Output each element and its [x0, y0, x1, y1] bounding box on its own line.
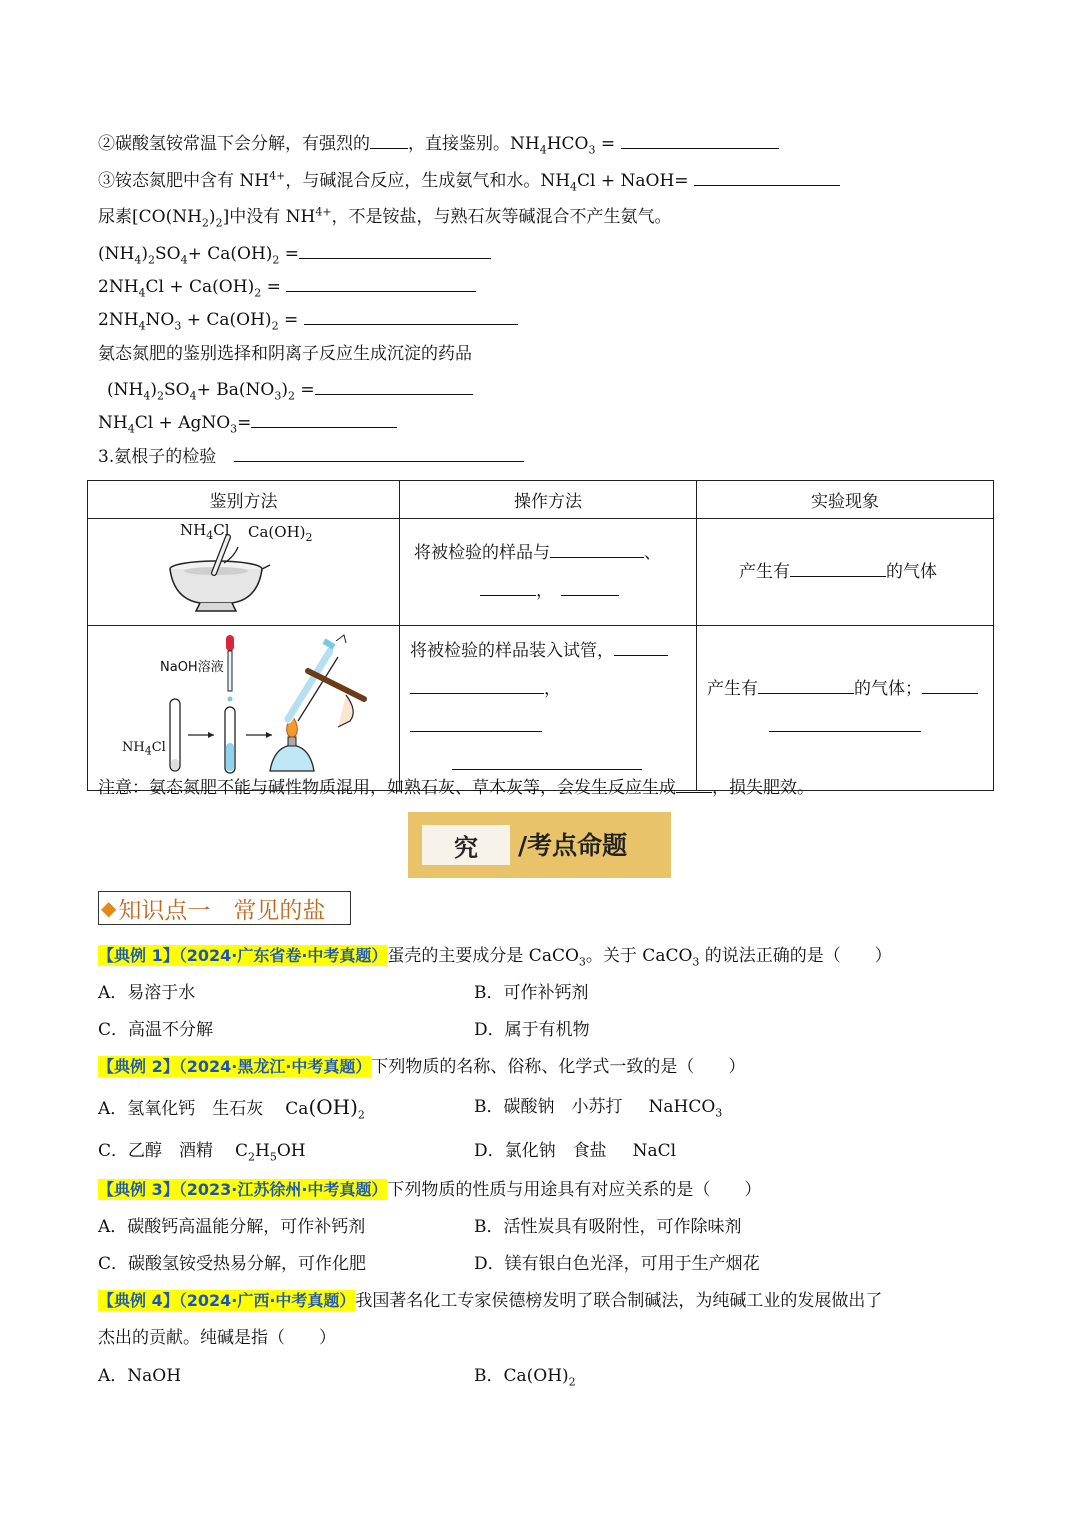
answer-blank[interactable] [694, 169, 840, 186]
example-3-option-d[interactable]: D．镁有银白色光泽，可用于生产烟花 [474, 1254, 760, 1274]
naoh-solution-label: NaOH溶液 [160, 660, 224, 675]
answer-blank[interactable] [758, 677, 854, 694]
identification-table [87, 480, 994, 791]
answer-blank[interactable] [790, 560, 886, 577]
answer-blank[interactable] [676, 776, 712, 793]
answer-blank[interactable] [922, 677, 978, 694]
note-line: 注意：氨态氮肥不能与碱性物质混用，如熟石灰、草木灰等，会发生反应生成 ，损失肥效。 [98, 778, 814, 798]
diamond-icon: ◆ [101, 896, 117, 920]
phenomenon-cell-2: 产生有 的气体； [697, 626, 994, 791]
reaction-line-2: $2NH_4Cl + Ca(OH)_2$ = [98, 275, 476, 299]
example-4-option-a[interactable]: A．NaOH [98, 1366, 182, 1386]
example-3-option-c[interactable]: C．碳酸氢铵受热易分解，可作化肥 [98, 1254, 367, 1274]
answer-blank[interactable] [251, 411, 397, 428]
answer-blank[interactable] [304, 308, 518, 325]
test-tube-illustration-cell [88, 626, 400, 791]
answer-blank[interactable] [769, 715, 921, 732]
answer-blank[interactable] [452, 753, 642, 770]
phenomenon-cell-1: 产生有 的气体 [697, 519, 994, 626]
text-line-ammonium-fertilizer: ③铵态氮肥中含有 $NH^{4+}$，与碱混合反应，生成氨气和水。$NH_4Cl$ + NaOH= [98, 169, 840, 193]
example-1-option-d[interactable]: D．属于有机物 [474, 1020, 590, 1040]
text-line-ammonium-test: 3.氨根子的检验 [98, 445, 524, 469]
reaction-line-5: $NH_4Cl$ + AgNO$_3$= [98, 411, 397, 435]
table-header-method: 鉴别方法 [88, 481, 400, 519]
example-tag: 【典例 4】（2024·广西·中考真题） [98, 1291, 356, 1310]
nh4cl-label: $NH_4Cl$ [180, 521, 230, 542]
example-tag: 【典例 1】（2024·广东省卷·中考真题） [98, 946, 388, 965]
example-tag: 【典例 3】（2023·江苏徐州·中考真题） [98, 1180, 388, 1199]
nh4cl-tube-label: $NH_4Cl$ [122, 740, 166, 758]
example-3-question: 【典例 3】（2023·江苏徐州·中考真题）下列物质的性质与用途具有对应关系的是（ ） [98, 1180, 762, 1200]
answer-blank[interactable] [561, 579, 619, 596]
text-line-drug: 氨态氮肥的鉴别选择和阴离子反应生成沉淀的药品 [98, 344, 472, 364]
example-tag: 【典例 2】（2024·黑龙江·中考真题） [98, 1057, 372, 1076]
mortar-illustration-cell [88, 519, 400, 626]
example-1-option-c[interactable]: C．高温不分解 [98, 1020, 214, 1040]
example-4-option-b[interactable]: B．$Ca(OH)_2$ [474, 1366, 576, 1389]
answer-blank[interactable] [410, 715, 542, 732]
answer-blank[interactable] [480, 579, 536, 596]
answer-blank[interactable] [621, 132, 779, 149]
answer-blank[interactable] [286, 275, 476, 292]
banner-badge: 究 [422, 825, 510, 865]
reaction-line-1: $(NH_4)_2SO_4+ Ca(OH)_2$ = [98, 242, 491, 266]
example-1-question: 【典例 1】（2024·广东省卷·中考真题）蛋壳的主要成分是 CaCO$_3$。关于 CaCO$_3$ 的说法正确的是（ ） [98, 946, 892, 969]
test-tube-heating-illustration [88, 631, 398, 781]
answer-blank[interactable] [410, 677, 544, 694]
example-3-option-a[interactable]: A．碳酸钙高温能分解，可作补钙剂 [98, 1217, 366, 1237]
example-2-option-b[interactable]: B．碳酸钠 小苏打 NaHCO$_3$ [474, 1097, 723, 1120]
answer-blank[interactable] [370, 132, 408, 149]
example-4-question: 【典例 4】（2024·广西·中考真题）我国著名化工专家侯德榜发明了联合制碱法，为纯碱工业的发展做出了 [98, 1291, 883, 1311]
caoh2-label: $Ca(OH)_2$ [248, 523, 313, 544]
table-header-operation: 操作方法 [400, 481, 697, 519]
example-1-option-a[interactable]: A．易溶于水 [98, 983, 196, 1003]
text-line-urea: 尿素$[CO(NH_2)_2]$中没有 $NH^{4+}$，不是铵盐，与熟石灰等碱混合不产生氨气。 [98, 205, 672, 230]
reaction-line-3: $2NH_4NO_3 + Ca(OH)_2$ = [98, 308, 518, 332]
operation-cell-1: 将被检验的样品与 、 ， [400, 519, 697, 626]
example-3-option-b[interactable]: B．活性炭具有吸附性，可作除味剂 [474, 1217, 742, 1237]
answer-blank[interactable] [234, 445, 524, 462]
answer-blank[interactable] [550, 541, 644, 558]
answer-blank[interactable] [299, 242, 491, 259]
answer-blank[interactable] [614, 639, 668, 656]
example-2-option-c[interactable]: C．乙醇 酒精 $C_2H_5OH$ [98, 1141, 306, 1164]
operation-cell-2: 将被检验的样品装入试管， ， [400, 626, 697, 791]
example-2-option-d[interactable]: D．氯化钠 食盐 NaCl [474, 1141, 677, 1161]
example-4-question-continued: 杰出的贡献。纯碱是指（ ） [98, 1328, 336, 1348]
knowledge-point-title: 知识点一 常见的盐 [118, 897, 326, 924]
table-header-phenomenon: 实验现象 [697, 481, 994, 519]
banner-title: /考点命题 [518, 831, 628, 860]
example-2-question: 【典例 2】（2024·黑龙江·中考真题）下列物质的名称、俗称、化学式一致的是（ ） [98, 1057, 746, 1077]
knowledge-point-heading [98, 891, 351, 925]
example-2-option-a[interactable]: A．氢氧化钙 生石灰 $Ca(OH)_2$ [98, 1095, 365, 1122]
section-banner [408, 812, 671, 878]
answer-blank[interactable] [315, 378, 473, 395]
text-line-ammonium-bicarbonate: ②碳酸氢铵常温下会分解，有强烈的 ，直接鉴别。$NH_4HCO_3$ = [98, 132, 779, 156]
example-1-option-b[interactable]: B．可作补钙剂 [474, 983, 589, 1003]
mortar-pestle-illustration [88, 519, 398, 620]
reaction-line-4: $(NH_4)_2SO_4+ Ba(NO_3)_2$ = [107, 378, 473, 402]
